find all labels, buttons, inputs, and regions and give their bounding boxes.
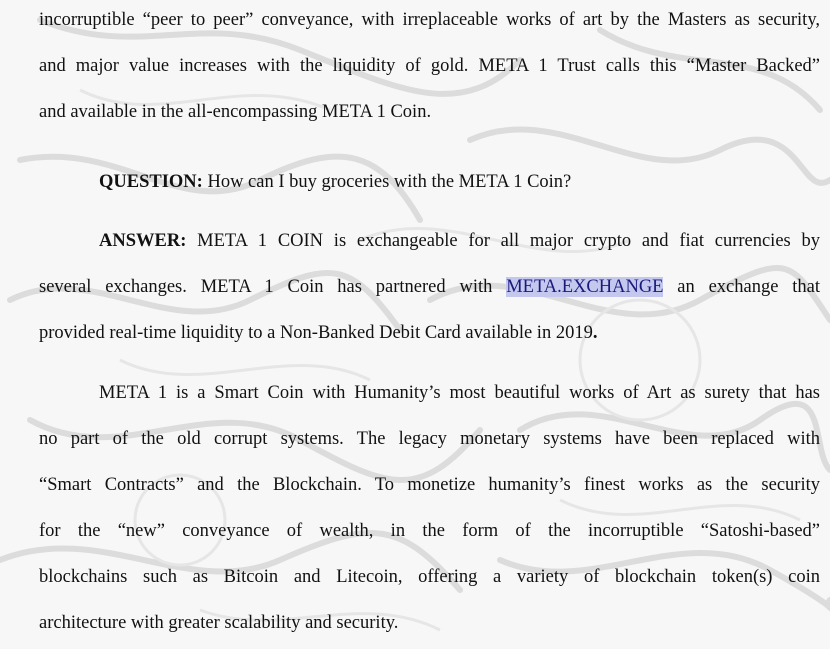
paragraph-4-line-2: no part of the old corrupt systems. The legacy monetary systems have been replaced with bbox=[39, 429, 820, 449]
answer-text-2-before: several exchanges. META 1 Coin has partnered with bbox=[39, 277, 507, 297]
answer-label: ANSWER: bbox=[99, 231, 187, 251]
answer-text-1: META 1 COIN is exchangeable for all major crypto and fiat currencies by bbox=[186, 231, 820, 251]
answer-line-1 bbox=[99, 229, 820, 253]
question-label: QUESTION: bbox=[99, 172, 203, 192]
paragraph-1-line-3: and available in the all-encompassing META 1 Coin. bbox=[39, 102, 432, 122]
paragraph-4-line-4: for the “new” conveyance of wealth, in the form of the incorruptible “Satoshi-based” bbox=[39, 521, 820, 541]
paragraph-4-line-5: blockchains such as Bitcoin and Litecoin, offering a variety of blockchain token(s) coin bbox=[39, 567, 820, 587]
paragraph-4-line-6: architecture with greater scalability and security. bbox=[39, 613, 399, 633]
question-line bbox=[99, 170, 820, 194]
meta-exchange-link[interactable]: META.EXCHANGE bbox=[506, 277, 664, 297]
question-text: How can I buy groceries with the META 1 Coin? bbox=[202, 172, 572, 192]
paragraph-1-line-2: and major value increases with the liquidity of gold. META 1 Trust calls this “Master Backed” bbox=[39, 56, 820, 76]
answer-text-3: provided real-time liquidity to a Non-Banked Debit Card available in 2019 bbox=[39, 323, 593, 343]
paragraph-1-line-1: incorruptible “peer to peer” conveyance, with irreplaceable works of art by the Masters as security, bbox=[39, 10, 820, 30]
answer-line-2 bbox=[39, 275, 820, 299]
answer-period: . bbox=[592, 323, 598, 343]
answer-line-3 bbox=[39, 321, 820, 345]
paragraph-4-line-1: META 1 is a Smart Coin with Humanity’s most beautiful works of Art as surety that has bbox=[99, 383, 820, 403]
paragraph-4-line-3: “Smart Contracts” and the Blockchain. To monetize humanity’s finest works as the security bbox=[39, 475, 820, 495]
answer-text-2-after: an exchange that bbox=[663, 277, 821, 297]
